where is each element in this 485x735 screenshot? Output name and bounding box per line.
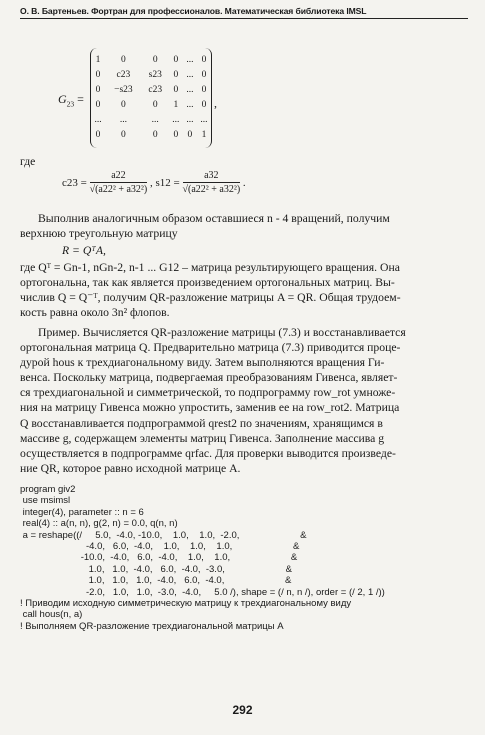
code-line: call hous(n, a) xyxy=(20,609,83,621)
text-line: ортогональна, так как является произведением ортогональных матриц. Вы- xyxy=(20,276,395,290)
matrix-cell: ... xyxy=(151,114,159,125)
code-line: -10.0, -4.0, 6.0, -4.0, 1.0, 1.0, & xyxy=(20,552,298,564)
matrix-row xyxy=(91,127,211,142)
code-line: integer(4), parameter :: n = 6 xyxy=(20,506,144,518)
matrix-cell: ... xyxy=(186,84,194,95)
code-line: program giv2 xyxy=(20,484,76,495)
s-fraction: $\frac{a32}{\text{√(a22² + a32²)}}$ xyxy=(182,170,241,195)
text-line: венса. Поскольку матрица, подвергаемая преобразованиям Гивенса, являет- xyxy=(20,371,398,385)
matrix-cell: 0 xyxy=(121,129,126,140)
matrix-cell: 0 xyxy=(95,129,101,140)
text-line: ся трехдиагональной и симметрической, то подпрограмму row_rot умноже- xyxy=(20,386,396,400)
matrix-cell: s23 xyxy=(148,69,162,80)
matrix-cell: 0 xyxy=(173,69,179,80)
text-line: ние QR, которое равно исходной матрице A. xyxy=(20,461,241,475)
matrix-cell: ... xyxy=(94,114,102,125)
matrix-cell: 0 xyxy=(201,69,207,80)
where-label-1: где xyxy=(20,155,36,168)
matrix-cell: 0 xyxy=(201,99,207,110)
matrix-row xyxy=(91,82,211,97)
matrix-cell: 0 xyxy=(152,129,158,140)
matrix-row xyxy=(91,97,211,112)
code-line: -2.0, 1.0, 1.0, -3.0, -4.0, 5.0 /), shape = (/ n, n /), order = (/ 2, 1 /)) xyxy=(20,586,385,598)
c-fraction: $\frac{a22}{\text{√(a22² + a32²)}}$ xyxy=(89,170,148,195)
code-listing xyxy=(20,484,470,632)
code-line: a = reshape((/ 5.0, -4.0, -10.0, 1.0, 1.0, -2.0, & xyxy=(20,529,307,541)
code-line: 1.0, 1.0, 1.0, -4.0, 6.0, -4.0, & xyxy=(20,575,292,587)
matrix-label: $G_{23}$ = xyxy=(58,92,84,109)
text-line: массиве g, содержащем элементы матриц Гивенса. Заполнение массива g xyxy=(20,431,385,445)
text-line: осуществляется в подпрограмме qrfac. Для проверки выводится произведе- xyxy=(20,446,396,460)
matrix-cell: 0 xyxy=(201,84,207,95)
code-line: -4.0, 6.0, -4.0, 1.0, 1.0, 1.0, & xyxy=(20,540,300,552)
text-line: дурой hous к трехдиагональному виду. Затем выполняются вращения Ги- xyxy=(20,356,385,370)
running-header: О. В. Бартеньев. Фортран для профессионалов. Математическая библиотека IMSL xyxy=(20,6,468,19)
matrix-cell: −s23 xyxy=(114,84,133,95)
matrix-cell: 0 xyxy=(201,54,207,65)
text-line: где Qᵀ = Gn-1, nGn-2, n-1 ... G12 – матрица результирующего вращения. Она xyxy=(20,261,400,274)
matrix-cell: 0 xyxy=(95,84,101,95)
matrix-row xyxy=(91,52,211,67)
matrix-cell: 0 xyxy=(152,99,158,110)
text-line: верхнюю треугольную матрицу xyxy=(20,227,178,241)
text-line: числив Q = Q⁻ᵀ, получим QR-разложение матрицы A = QR. Общая трудоем- xyxy=(20,291,401,305)
code-line: 1.0, 1.0, -4.0, 6.0, -4.0, -3.0, & xyxy=(20,563,292,575)
matrix-cell: c23 xyxy=(148,84,163,95)
c-lhs: c23 = xyxy=(62,177,87,190)
text-line: Q восстанавливается подпрограммой qrest2 по значениям, хранящимся в xyxy=(20,416,383,430)
matrix-cell: ... xyxy=(186,69,194,80)
text-line: Пример. Вычисляется QR-разложение матрицы (7.3) и восстанавливается xyxy=(38,326,406,339)
matrix-cell: ... xyxy=(186,114,194,125)
code-line: real(4) :: a(n, n), g(2, n) = 0.0, q(n, n) xyxy=(20,518,178,530)
equation-r: R = QᵀA, xyxy=(62,244,106,257)
matrix-cell: 1 xyxy=(95,54,101,65)
matrix-cell: 1 xyxy=(173,99,179,110)
matrix-cell: ... xyxy=(119,114,127,125)
code-line: ! Выполняем QR-разложение трехдиагональной матрицы A xyxy=(20,620,284,632)
matrix-cell: 0 xyxy=(95,69,101,80)
matrix-grid xyxy=(91,52,211,142)
matrix-cell: 0 xyxy=(152,54,158,65)
paragraph-result xyxy=(20,260,467,320)
matrix-cell: 0 xyxy=(121,99,126,110)
matrix-cell: 0 xyxy=(95,99,101,110)
givens-formula xyxy=(62,170,246,197)
givens-matrix xyxy=(90,48,212,148)
matrix-cell: 0 xyxy=(173,54,179,65)
matrix-cell: ... xyxy=(172,114,180,125)
matrix-cell: ... xyxy=(200,114,208,125)
matrix-row xyxy=(91,112,211,127)
paragraph-rotations xyxy=(20,211,467,241)
matrix-cell: ... xyxy=(186,99,194,110)
matrix-cell: 0 xyxy=(173,84,179,95)
code-line: use msimsl xyxy=(20,495,71,507)
code-line: ! Приводим исходную симметрическую матрицу к трехдиагональному виду xyxy=(20,597,352,609)
text-line: ния на матрицу Гивенса можно упростить, заменив ее на row_rot2. Матрица xyxy=(20,401,400,415)
s-lhs: , s12 = xyxy=(150,177,180,190)
formula-end: . xyxy=(242,177,246,190)
paragraph-example xyxy=(20,325,467,476)
matrix-cell: c23 xyxy=(116,69,131,80)
text-line: ортогональная матрица Q. Предварительно матрица (7.3) приводится проце- xyxy=(20,341,401,355)
matrix-trailing-comma: , xyxy=(214,96,217,110)
matrix-cell: 0 xyxy=(121,54,126,65)
page-number: 292 xyxy=(232,703,253,717)
text-line: кость равна около 3n² флопов. xyxy=(20,306,170,320)
matrix-cell: 0 xyxy=(173,129,179,140)
matrix-cell: 0 xyxy=(187,129,193,140)
matrix-cell: ... xyxy=(186,54,194,65)
matrix-row xyxy=(91,67,211,82)
matrix-cell: 1 xyxy=(201,129,207,140)
text-line: Выполнив аналогичным образом оставшиеся n - 4 вращений, получим xyxy=(38,212,390,225)
